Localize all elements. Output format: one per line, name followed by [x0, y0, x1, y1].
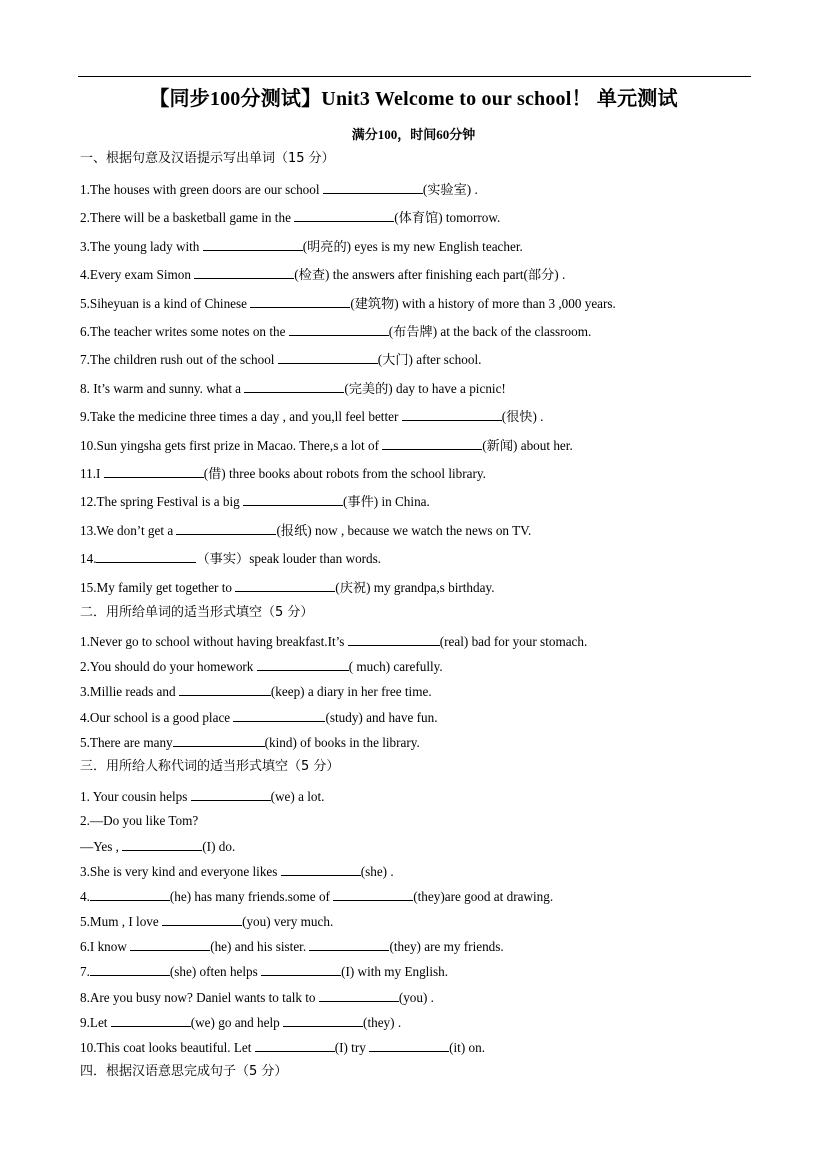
list-item: 4.Every exam Simon (检查) the answers after finishing each part(部分) . — [80, 267, 566, 283]
answer-blank[interactable] — [289, 323, 389, 336]
answer-blank[interactable] — [319, 989, 399, 1002]
section-heading: 四．根据汉语意思完成句子（5 分） — [80, 1064, 288, 1079]
list-item: 5.Siheyuan is a kind of Chinese (建筑物) with a history of more than 3 ,000 years. — [80, 295, 616, 311]
answer-blank[interactable] — [382, 437, 482, 450]
answer-blank[interactable] — [402, 408, 502, 421]
answer-blank[interactable] — [369, 1039, 449, 1052]
list-item: 4.Our school is a good place (study) and have fun. — [80, 709, 438, 725]
answer-blank[interactable] — [250, 295, 350, 308]
list-item: 3.Millie reads and (keep) a diary in her free time. — [80, 684, 432, 700]
answer-blank[interactable] — [90, 888, 170, 901]
list-item: 15.My family get together to (庆祝) my grandpa,s birthday. — [80, 579, 495, 595]
answer-blank[interactable] — [173, 734, 265, 747]
section-heading: 一、根据句意及汉语提示写出单词（15 分） — [80, 151, 335, 166]
header-rule — [78, 76, 751, 77]
answer-blank[interactable] — [255, 1039, 335, 1052]
list-item: 14. （事实）speak louder than words. — [80, 551, 382, 567]
list-item: 7. (she) often helps (I) with my English. — [80, 964, 449, 979]
answer-blank[interactable] — [235, 579, 335, 592]
answer-blank[interactable] — [257, 658, 349, 671]
list-item: 10.Sun yingsha gets first prize in Macao. There,s a lot of (新闻) about her. — [80, 437, 573, 453]
list-item: 1.Never go to school without having breakfast.It’s (real) bad for your stomach. — [80, 634, 588, 649]
answer-blank[interactable] — [348, 633, 440, 646]
list-item: 10.This coat looks beautiful. Let (I) try (it) on. — [80, 1040, 486, 1055]
list-item: 7.The children rush out of the school (大门) after school. — [80, 352, 482, 368]
answer-blank[interactable] — [278, 351, 378, 364]
answer-blank[interactable] — [104, 465, 204, 478]
answer-blank[interactable] — [179, 683, 271, 696]
answer-blank[interactable] — [261, 963, 341, 976]
answer-blank[interactable] — [203, 238, 303, 251]
answer-blank[interactable] — [244, 380, 344, 393]
list-item: 12.The spring Festival is a big (事件) in China. — [80, 494, 430, 510]
list-item: 2.You should do your homework ( much) carefully. — [80, 659, 443, 675]
list-item: 8. It’s warm and sunny. what a (完美的) day to have a picnic! — [80, 380, 506, 396]
list-item: 6.I know (he) and his sister. (they) are my friends. — [80, 939, 504, 954]
answer-blank[interactable] — [111, 1014, 191, 1027]
answer-blank[interactable] — [96, 550, 196, 563]
list-item: 4. (he) has many friends.some of (they)are good at drawing. — [80, 889, 554, 904]
list-item: 2.There will be a basketball game in the (体育馆) tomorrow. — [80, 210, 501, 226]
answer-blank[interactable] — [323, 181, 423, 194]
list-item: 5.There are many (kind) of books in the library. — [80, 734, 420, 750]
answer-blank[interactable] — [194, 266, 294, 279]
list-item: 1. Your cousin helps (we) a lot. — [80, 789, 325, 804]
list-item: 3.The young lady with (明亮的) eyes is my new English teacher. — [80, 238, 523, 254]
answer-blank[interactable] — [122, 838, 202, 851]
answer-blank[interactable] — [294, 209, 394, 222]
section-heading: 二．用所给单词的适当形式填空（5 分） — [80, 605, 314, 620]
page-title: 【同步100分测试】Unit3 Welcome to our school！ 单元测试 — [149, 88, 678, 110]
list-item: 9.Let (we) go and help (they) . — [80, 1015, 402, 1030]
list-item: 11.I (借) three books about robots from the school library. — [80, 466, 486, 481]
answer-blank[interactable] — [333, 888, 413, 901]
answer-blank[interactable] — [283, 1014, 363, 1027]
page-subtitle: 满分100，时间60分钟 — [351, 127, 476, 142]
answer-blank[interactable] — [309, 938, 389, 951]
answer-blank[interactable] — [162, 913, 242, 926]
list-item: 5.Mum , I love (you) very much. — [80, 914, 334, 929]
answer-blank[interactable] — [90, 963, 170, 976]
answer-blank[interactable] — [176, 522, 276, 535]
list-item: 8.Are you busy now? Daniel wants to talk to (you) . — [80, 990, 434, 1005]
list-item: 3.She is very kind and everyone likes (she) . — [80, 864, 394, 879]
section-heading: 三．用所给人称代词的适当形式填空（5 分） — [80, 759, 340, 774]
list-item: 2.—Do you like Tom? — [80, 813, 199, 828]
answer-blank[interactable] — [233, 709, 325, 722]
answer-blank[interactable] — [281, 863, 361, 876]
list-item: 1.The houses with green doors are our school (实验室) . — [80, 182, 478, 197]
answer-blank[interactable] — [243, 493, 343, 506]
answer-blank[interactable] — [191, 788, 271, 801]
answer-blank[interactable] — [130, 938, 210, 951]
list-item: 13.We don’t get a (报纸) now , because we watch the news on TV. — [80, 522, 532, 538]
list-item: 6.The teacher writes some notes on the (布告牌) at the back of the classroom. — [80, 324, 592, 339]
list-item: 9.Take the medicine three times a day , and you,ll feel better (很快) . — [80, 409, 544, 425]
list-item: —Yes , (I) do. — [80, 839, 236, 854]
